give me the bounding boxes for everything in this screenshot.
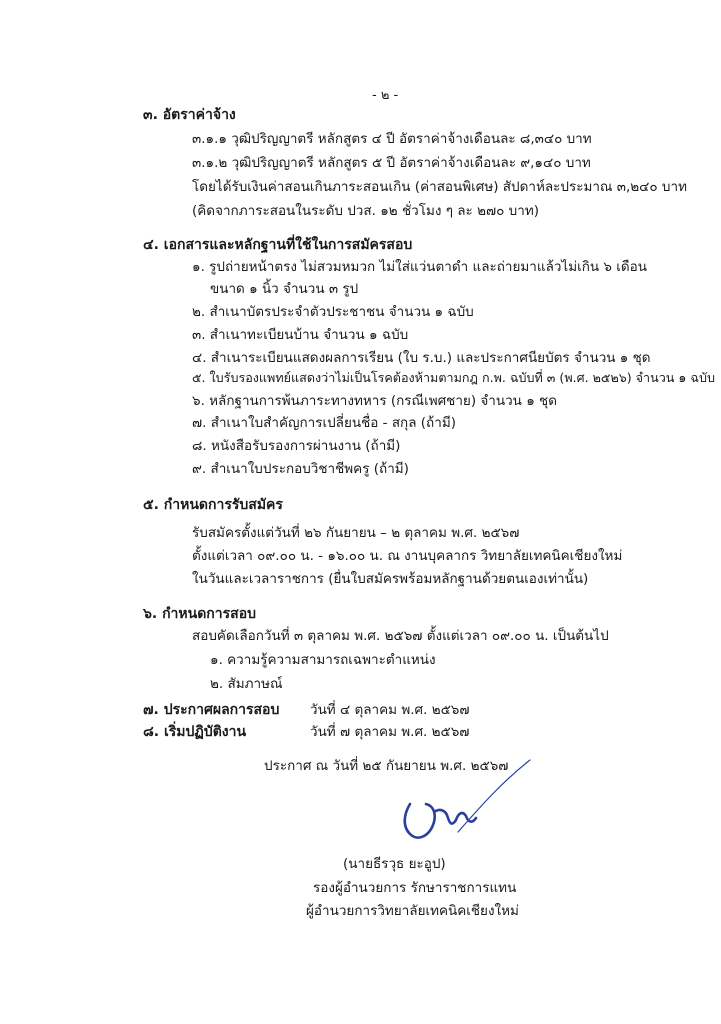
s4-item-7: ๗. สำเนาใบสำคัญการเปลี่ยนชื่อ - สกุล (ถ้ามี)	[192, 415, 456, 431]
signature-image	[390, 752, 540, 852]
section-3-heading: ๓. อัตราค่าจ้าง	[143, 107, 236, 123]
signer-title-1: รองผู้อำนวยการ รักษาราชการแทน	[313, 880, 517, 896]
announcement-date: ประกาศ ณ วันที่ ๒๕ กันยายน พ.ศ. ๒๕๖๗	[264, 758, 509, 774]
section-5-heading: ๕. กำหนดการรับสมัคร	[143, 497, 283, 513]
section-6-heading: ๖. กำหนดการสอบ	[143, 606, 257, 622]
s3-line-2: ๓.๑.๒ วุฒิปริญญาตรี หลักสูตร ๕ ปี อัตราค่าจ้างเดือนละ ๙,๑๔๐ บาท	[192, 155, 591, 171]
s6-item-2: ๒. สัมภาษณ์	[210, 676, 283, 692]
s4-item-6: ๖. หลักฐานการพ้นภาระทางทหาร (กรณีเพศชาย) จำนวน ๑ ชุด	[192, 393, 557, 409]
s4-item-5: ๕. ใบรับรองแพทย์แสดงว่าไม่เป็นโรคต้องห้ามตามกฎ ก.พ. ฉบับที่ ๓ (พ.ศ. ๒๕๒๖) จำนวน ๑ ฉบับ	[192, 370, 715, 385]
s5-line-1: รับสมัครตั้งแต่วันที่ ๒๖ กันยายน – ๒ ตุลาคม พ.ศ. ๒๕๖๗	[192, 525, 520, 541]
s4-item-1: ๑. รูปถ่ายหน้าตรง ไม่สวมหมวก ไม่ใส่แว่นตาดำ และถ่ายมาแล้วไม่เกิน ๖ เดือน	[192, 259, 648, 275]
section-8-heading: ๘. เริ่มปฏิบัติงาน	[143, 724, 247, 740]
section-7-date: วันที่ ๔ ตุลาคม พ.ศ. ๒๕๖๗	[310, 702, 470, 718]
section-7-heading: ๗. ประกาศผลการสอบ	[143, 702, 280, 718]
s5-line-2: ตั้งแต่เวลา ๐๙.๐๐ น. - ๑๖.๐๐ น. ณ งานบุคลากร วิทยาลัยเทคนิคเชียงใหม่	[192, 548, 623, 564]
signature-stroke-main	[405, 804, 476, 838]
s6-line-1: สอบคัดเลือกวันที่ ๓ ตุลาคม พ.ศ. ๒๕๖๗ ตั้งแต่เวลา ๐๙.๐๐ น. เป็นต้นไป	[192, 628, 609, 644]
s6-item-1: ๑. ความรู้ความสามารถเฉพาะตำแหน่ง	[210, 652, 436, 668]
s3-line-1: ๓.๑.๑ วุฒิปริญญาตรี หลักสูตร ๔ ปี อัตราค่าจ้างเดือนละ ๘,๓๔๐ บาท	[192, 131, 592, 147]
signer-name: (นายธีรวุธ ยะอูป)	[343, 856, 446, 872]
section-4-heading: ๔. เอกสารและหลักฐานที่ใช้ในการสมัครสอบ	[143, 237, 413, 253]
s4-item-4: ๔. สำเนาระเบียนแสดงผลการเรียน (ใบ ร.บ.) และประกาศนียบัตร จำนวน ๑ ชุด	[192, 350, 651, 366]
s4-item-9: ๙. สำเนาใบประกอบวิชาชีพครู (ถ้ามี)	[192, 461, 409, 477]
s4-item-1-cont: ขนาด ๑ นิ้ว จำนวน ๓ รูป	[210, 281, 359, 297]
page-number: - ๒ -	[372, 88, 399, 103]
signer-title-2: ผู้อำนวยการวิทยาลัยเทคนิคเชียงใหม่	[306, 903, 519, 919]
s4-item-2: ๒. สำเนาบัตรประจำตัวประชาชน จำนวน ๑ ฉบับ	[192, 304, 474, 320]
s3-line-3: โดยได้รับเงินค่าสอนเกินภาระสอนเกิน (ค่าสอนพิเศษ) สัปดาห์ละประมาณ ๓,๒๔๐ บาท	[192, 179, 687, 195]
s4-item-8: ๘. หนังสือรับรองการผ่านงาน (ถ้ามี)	[192, 438, 401, 454]
section-8-date: วันที่ ๗ ตุลาคม พ.ศ. ๒๕๖๗	[310, 724, 470, 740]
s4-item-3: ๓. สำเนาทะเบียนบ้าน จำนวน ๑ ฉบับ	[192, 327, 409, 343]
s5-line-3: ในวันและเวลาราชการ (ยื่นใบสมัครพร้อมหลักฐานด้วยตนเองเท่านั้น)	[192, 571, 589, 587]
s3-line-4: (คิดจากภาระสอนในระดับ ปวส. ๑๒ ชั่วโมง ๆ ละ ๒๗๐ บาท)	[192, 203, 539, 219]
